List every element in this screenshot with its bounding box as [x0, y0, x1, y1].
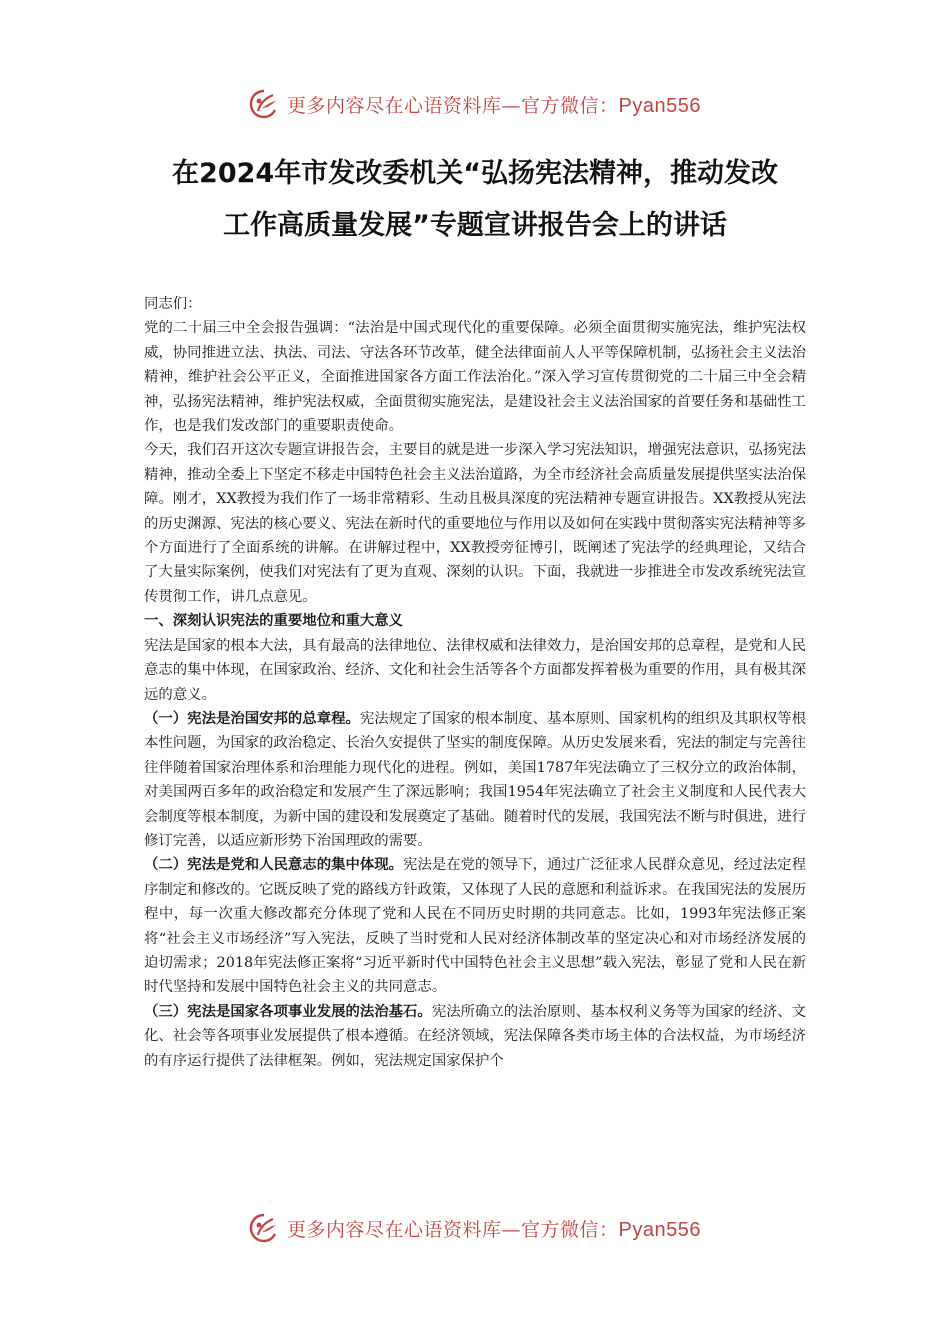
salutation: 同志们：	[144, 296, 202, 312]
watermark-wechat-id: Pyan556	[618, 94, 701, 117]
subsection-3-lead: （三）宪法是国家各项事业发展的法治基石。	[144, 1003, 432, 1020]
subsection-2	[144, 853, 806, 999]
watermark-text: 更多内容尽在心语资料库—官方微信：Pyan556	[287, 94, 701, 117]
paragraph-intro: 党的二十届三中全会报告强调：“法治是中国式现代化的重要保障。必须全面贯彻实施宪法，维护宪法权威，协同推进立法、执法、司法、守法各环节改革，健全法律面前人人平等保障机制，弘扬社会主义法治精神，维护社会公平正义，全面推进国家各方面工作法治化。”深入学习宣传贯彻党的二十届三中全会精神，弘扬宪法精神，维护宪法权威，全面贯彻实施宪法，是建设社会主义法治国家的首要任务和基础性工作，也是我们发改部门的重要职责使命。	[144, 320, 806, 435]
document-title-line-2: 工作高质量发展”专题宣讲报告会上的讲话	[223, 210, 727, 241]
watermark-logo-icon	[249, 1213, 279, 1243]
subsection-3-text: 宪法所确立的法治原则、基本权利义务等为国家的经济、文化、社会等各项事业发展提供了根本遵循。在经济领域，宪法保障各类市场主体的合法权益，为市场经济的有序运行提供了法律框架。例如，宪法规定国家保护个	[144, 1003, 806, 1069]
subsection-3	[144, 1000, 806, 1073]
document-title	[100, 148, 850, 252]
section-heading-1: 一、深刻认识宪法的重要地位和重大意义	[144, 613, 404, 630]
watermark-header	[0, 84, 950, 124]
watermark-footer	[0, 1208, 950, 1248]
document-body	[144, 292, 806, 1073]
subsection-1-lead: （一）宪法是治国安邦的总章程。	[144, 710, 360, 727]
watermark-text: 更多内容尽在心语资料库—官方微信：Pyan556	[287, 1218, 701, 1241]
subsection-2-text: 宪法是在党的领导下，通过广泛征求人民群众意见，经过法定程序制定和修改的。它既反映了党的路线方针政策，又体现了人民的意愿和利益诉求。在我国宪法的发展历程中，每一次重大修改都充分体现了党和人民在不同历史时期的共同意志。比如，1993年宪法修正案将“社会主义市场经济”写入宪法，反映了当时党和人民对经济体制改革的坚定决心和对市场经济发展的迫切需求；2018年宪法修正案将“习近平新时代中国特色社会主义思想”载入宪法，彰显了党和人民在新时代坚持和发展中国特色社会主义的共同意志。	[144, 857, 806, 996]
subsection-1-text: 宪法规定了国家的根本制度、基本原则、国家机构的组织及其职权等根本性问题，为国家的政治稳定、长治久安提供了坚实的制度保障。从历史发展来看，宪法的制定与完善往往伴随着国家治理体系和治理能力现代化的进程。例如，美国1787年宪法确立了三权分立的政治体制，对美国两百多年的政治稳定和发展产生了深远影响；我国1954年宪法确立了社会主义制度和人民代表大会制度等根本制度，为新中国的建设和发展奠定了基础。随着时代的发展，我国宪法不断与时俱进，进行修订完善，以适应新形势下治国理政的需要。	[144, 710, 806, 849]
document-title-line-1: 在2024年市发改委机关“弘扬宪法精神，推动发改	[172, 158, 778, 189]
watermark-logo-icon	[249, 89, 279, 119]
paragraph-constitution-status: 宪法是国家的根本大法，具有最高的法律地位、法律权威和法律效力，是治国安邦的总章程，是党和人民意志的集中体现，在国家政治、经济、文化和社会生活等各个方面都发挥着极为重要的作用，具有极其深远的意义。	[144, 637, 806, 703]
subsection-1	[144, 707, 806, 853]
subsection-2-lead: （二）宪法是党和人民意志的集中体现。	[144, 857, 404, 874]
watermark-wechat-id: Pyan556	[618, 1218, 701, 1241]
paragraph-meeting-purpose: 今天，我们召开这次专题宣讲报告会，主要目的就是进一步深入学习宪法知识，增强宪法意识，弘扬宪法精神，推动全委上下坚定不移走中国特色社会主义法治道路，为全市经济社会高质量发展提供坚实法治保障。刚才，XX教授为我们作了一场非常精彩、生动且极具深度的宪法精神专题宣讲报告。XX教授从宪法的历史渊源、宪法的核心要义、宪法在新时代的重要地位与作用以及如何在实践中贯彻落实宪法精神等多个方面进行了全面系统的讲解。在讲解过程中，XX教授旁征博引，既阐述了宪法学的经典理论，又结合了大量实际案例，使我们对宪法有了更为直观、深刻的认识。下面，我就进一步推进全市发改系统宪法宣传贯彻工作，讲几点意见。	[144, 442, 806, 605]
